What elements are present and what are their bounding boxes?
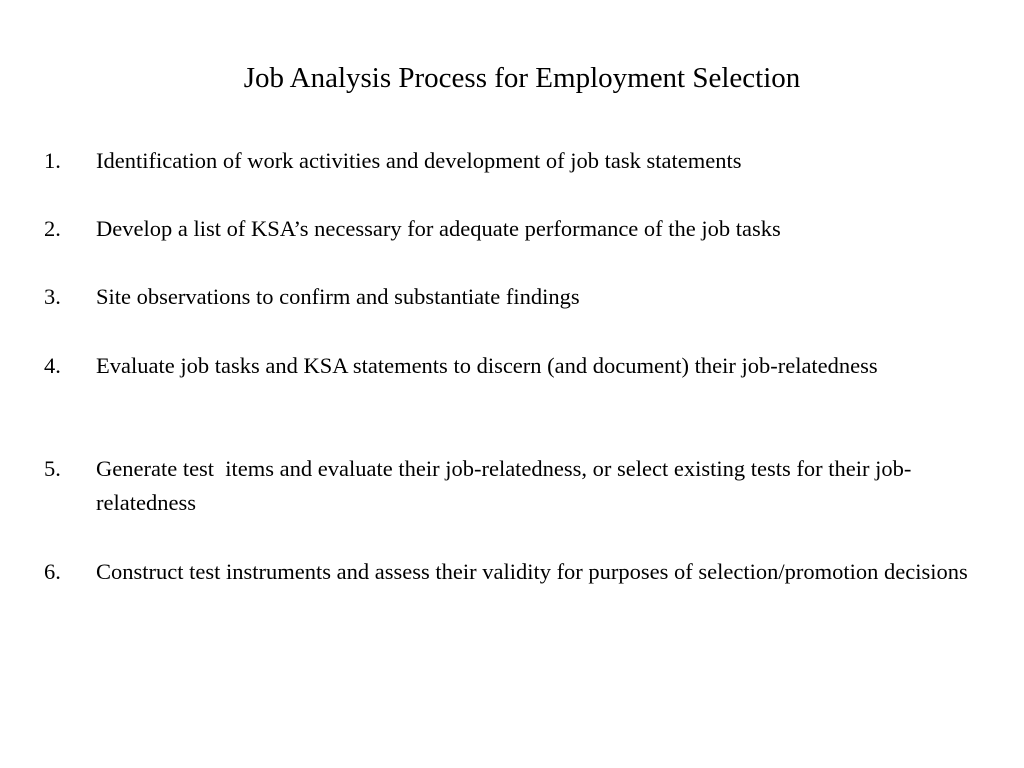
- process-step-3: [0, 280, 1010, 314]
- step-text: Evaluate job tasks and KSA statements to discern (and document) their job-relatedness: [96, 353, 878, 378]
- step-text: Develop a list of KSA’s necessary for adequate performance of the job tasks: [96, 216, 781, 241]
- step-number: 3.: [44, 284, 61, 309]
- step-number: 2.: [44, 216, 61, 241]
- step-number: 6.: [44, 559, 61, 584]
- step-number: 4.: [44, 353, 61, 378]
- step-text: Identification of work activities and development of job task statements: [96, 148, 742, 173]
- step-text: Construct test instruments and assess their validity for purposes of selection/promotion decisions: [96, 559, 968, 584]
- process-step-2: [0, 212, 1010, 246]
- process-step-6: [0, 555, 1010, 589]
- step-text: Generate test items and evaluate their job-relatedness, or select existing tests for their job-relatedness: [96, 456, 912, 515]
- step-number: 1.: [44, 148, 61, 173]
- step-text: Site observations to confirm and substantiate findings: [96, 284, 580, 309]
- step-number: 5.: [44, 456, 61, 481]
- process-step-5: [0, 452, 1010, 520]
- slide-title: Job Analysis Process for Employment Selection: [243, 62, 801, 94]
- process-step-1: [0, 144, 1010, 178]
- process-step-4: [0, 349, 1010, 383]
